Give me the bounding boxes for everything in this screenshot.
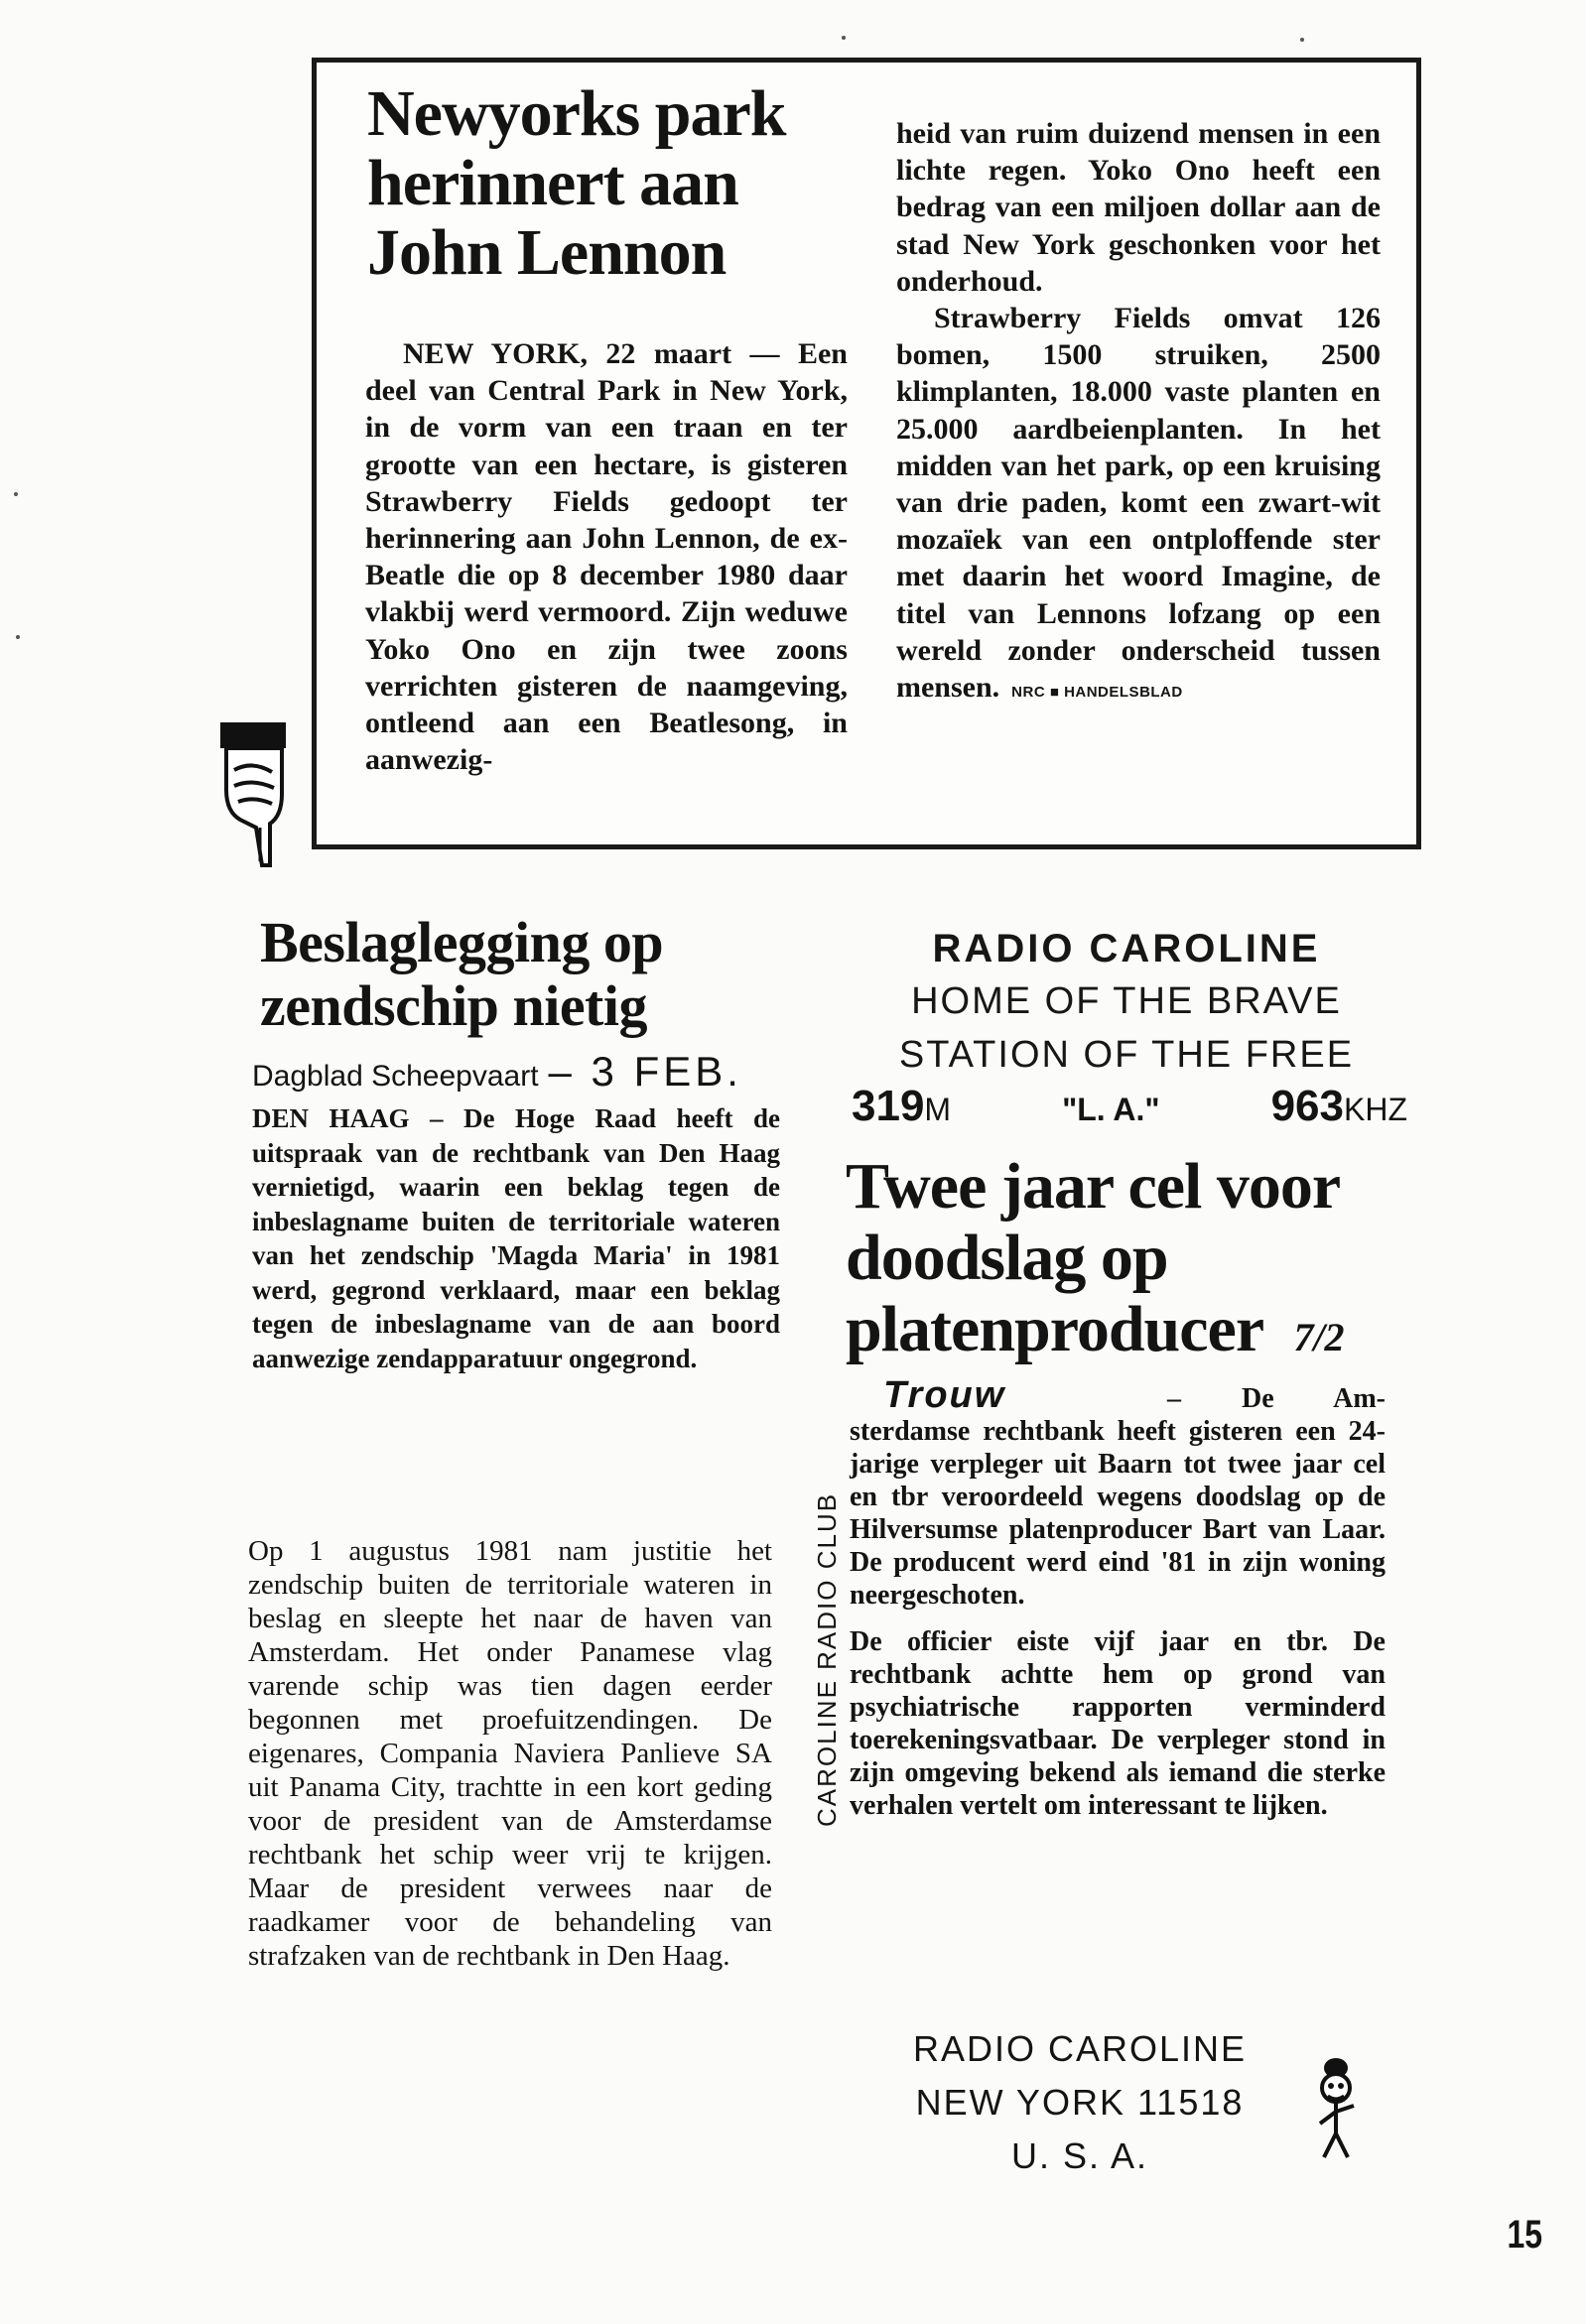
station-slogan-2: STATION OF THE FREE: [898, 1034, 1355, 1076]
frequency-meters-value: 319: [852, 1082, 925, 1130]
twee-headline-wrap: [846, 1151, 1401, 1373]
beslag-headline: Beslaglegging op zendschip nietig: [260, 910, 664, 1038]
frequency-meters: [852, 1082, 951, 1131]
station-la: "L. A.": [1062, 1092, 1160, 1127]
newspaper-credit: NRC ■ HANDELSBLAD: [1011, 684, 1183, 702]
address-block: [871, 2022, 1288, 2183]
beslag-source-line: [252, 1048, 808, 1096]
twee-paragraph-2: De officier eiste vijf jaar en tbr. De rechtbank achtte hem op grond van psychiatrische rapporten verminderd toerekeningsvatbaar. De verpleger stond in zijn omgeving bekend als iemand die sterke verhalen vertelt om interessant te lijken.: [850, 1626, 1386, 1821]
lennon-dateline: NEW YORK, 22 maart —: [403, 337, 780, 370]
speck: [1300, 38, 1304, 42]
twee-source: Trouw: [883, 1374, 1006, 1416]
twee-headline: Twee jaar cel voor doodslag op platenproducer: [846, 1150, 1339, 1365]
lennon-headline: Newyorks park herinnert aan John Lennon: [367, 77, 786, 289]
lennon-column-2-paragraph-1: heid van ruim duizend mensen in een lichte regen. Yoko Ono heeft een bedrag van een miljoen dollar aan de stad New York geschonken voor het onderhoud.: [896, 117, 1381, 298]
station-name: RADIO CAROLINE: [932, 927, 1321, 970]
pointing-hand-icon: [216, 720, 292, 869]
frequency-khz-value: 963: [1270, 1082, 1344, 1130]
handwritten-note: 7/2: [1293, 1315, 1345, 1359]
address-line-1: RADIO CAROLINE: [912, 2028, 1248, 2069]
address-line-2: NEW YORK 11518: [915, 2082, 1245, 2123]
page-number: 15: [1507, 2213, 1543, 2257]
beslag-body: Op 1 augustus 1981 nam justitie het zendschip buiten de territoriale wateren in beslag en sleepte het naar de haven van Amsterdam. Het onder Panamese vlag varende schip was tien dagen eerder begonnen met proefuitzendingen. De eigenares, Compania Naviera Panlieve SA uit Panama City, trachtte in een kort geding voor de president van de Amsterdamse rechtbank het schip weer vrij te krijgen. Maar de president verwees naar de raadkamer voor de behandeling van strafzaken van de rechtbank in Den Haag.: [248, 1535, 772, 1972]
lennon-column-2-paragraph-2: Strawberry Fields omvat 126 bomen, 1500 struiken, 2500 klimplanten, 18.000 vaste planten en 25.000 aardbeienplanten. In het midden van het park, op een kruising van drie paden, komt een zwart-wit mozaïek van een ontploffende ster met daarin het woord Imagine, de titel van Lennons lofzang op een wereld zonder onderscheid tussen mensen.: [896, 302, 1381, 705]
vertical-club-label: CAROLINE RADIO CLUB: [812, 1491, 842, 1827]
lennon-column-1-text: Een deel van Central Park in New York, in de vorm van een traan en ter grootte van een hectare, is gisteren Strawberry Fields gedoopt ter herinnering aan John Lennon, de ex-Beatle die op 8 december 1980 daar vlakbij werd vermoord. Zijn weduwe Yoko Ono en zijn twee zoons verrichten gisteren de naamgeving, ontleend aan een Beatlesong, in aanwezig-: [365, 337, 848, 777]
beslag-lead: DEN HAAG – De Hoge Raad heeft de uitspraak van de rechtbank van Den Haag vernietigd, waarin een beklag tegen de inbeslagname buiten de territoriale wateren van het zendschip 'Magda Maria' in 1981 werd, gegrond verklaard, maar een beklag tegen de inbeslagname van de aan boord aanwezige zendapparatuur ongegrond.: [252, 1103, 780, 1373]
station-block: [849, 923, 1404, 1082]
frequency-khz: [1271, 1082, 1407, 1131]
speck: [16, 635, 20, 639]
lennon-column-1: [365, 335, 848, 778]
twee-lead-prefix: – De Am-: [1167, 1383, 1386, 1414]
station-slogan-1: HOME OF THE BRAVE: [911, 980, 1342, 1022]
lennon-column-2: [896, 115, 1381, 710]
frequency-meters-unit: M: [924, 1092, 952, 1127]
lennon-column-2-paragraph-2-wrap: [896, 300, 1381, 710]
frequency-khz-unit: KHZ: [1343, 1092, 1407, 1127]
mascot-figure-icon: [1306, 2054, 1366, 2163]
twee-paragraph-1: sterdamse rechtbank heeft gisteren een 24-jarige verpleger uit Baarn tot twee jaar cel en tbr veroordeeld wegens doodslag op de Hilversumse platenproducer Bart van Laar. De producent werd eind '81 in zijn woning neergeschoten.: [850, 1416, 1386, 1611]
speck: [842, 36, 846, 40]
beslag-source: Dagblad Scheepvaart: [252, 1060, 539, 1093]
address-line-3: U. S. A.: [1010, 2135, 1149, 2176]
speck: [14, 492, 18, 496]
twee-lead-line: [850, 1374, 1386, 1612]
handwritten-date: – 3 FEB.: [548, 1048, 742, 1095]
station-frequencies: [852, 1082, 1407, 1131]
twee-body: [850, 1374, 1386, 1836]
